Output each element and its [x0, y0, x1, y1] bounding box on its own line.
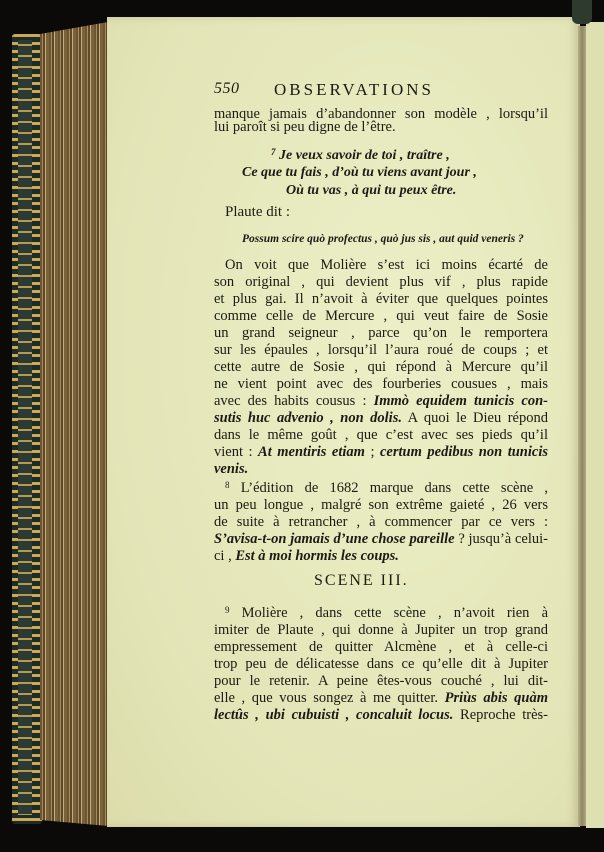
text-line: imiter de Plaute , qui donne à Jupiter un trop grand: [214, 622, 548, 638]
text-line: [214, 548, 548, 565]
text-run: L’édition de 1682 marque dans cette scène ,: [229, 480, 548, 496]
text-run: ;: [364, 444, 380, 460]
scene-heading: SCENE III.: [314, 572, 409, 589]
text-line: son original , qui devient plus vif , plus rapide: [214, 274, 548, 290]
text-line: [214, 461, 548, 478]
text-line: dans le même goût , que c’est avec ses pieds qu’il: [214, 427, 548, 443]
text-line: manque jamais d’abandonner son modèle , lorsqu’il: [214, 106, 548, 122]
page-edges: [40, 22, 108, 826]
book-spine-pattern: [18, 40, 32, 815]
text-line: [214, 690, 548, 707]
text-run: avec des habits cousus :: [214, 393, 374, 409]
gutter: [578, 26, 586, 826]
next-page-edge: [586, 22, 604, 828]
text-line: [214, 410, 548, 427]
latin-run: certum pedibus non tunicis: [379, 444, 548, 460]
text-line: trop peu de délicatesse dans ce qu’elle dit à Jupiter: [214, 656, 548, 672]
text-line: et plus gai. Il n’avoit à éviter que quelques pointes: [214, 291, 548, 307]
text-line: ne vient point avec des fourberies cousues , mais: [214, 376, 548, 392]
text-line: comme celle de Mercure , qui veut faire de Sosie: [214, 308, 548, 324]
text-line: cette autre de Sosie , qui répond à Mercure qu’il: [214, 359, 548, 375]
text-line: lui paroît si peu digne de l’être.: [214, 119, 396, 135]
latin-run: sutis huc advenio , non dolis.: [214, 410, 402, 426]
bookmark-ribbon: [572, 0, 592, 24]
text-run: elle , que vous songez à me quitter.: [214, 690, 445, 706]
running-title: OBSERVATIONS: [274, 80, 434, 99]
text-line: [214, 707, 548, 724]
text-run: Reproche très-: [453, 707, 548, 723]
text-line: un peu longue , malgré son extrême gaieté , 26 vers: [214, 497, 548, 513]
latin-run: Immò equidem tunicis con-: [373, 393, 548, 409]
text-line: sur les épaules , lorsqu’il l’aura roué de coups ; et: [214, 342, 548, 358]
latin-run: S’avisa-t-on jamais d’une chose pareille: [214, 531, 455, 547]
verse-line: Où tu vas , à qui tu peux être.: [286, 183, 457, 198]
plaute-intro: Plaute dit :: [225, 204, 290, 220]
note-mark: 8: [225, 480, 230, 490]
verse-text: Je veux savoir de toi , traître ,: [279, 148, 450, 163]
text-line: pour le retenir. A peine êtes-vous couché , lui dit-: [214, 673, 548, 689]
text-line: [214, 444, 548, 461]
text-line: On voit que Molière s’est ici moins écarté de: [225, 257, 548, 273]
latin-run: Priùs abis quàm: [444, 690, 548, 706]
text-run: ? jusqu’à celui-: [454, 531, 548, 547]
note-mark: 7: [271, 147, 276, 157]
verse-line: [271, 147, 450, 164]
latin-run: At mentiris etiam: [258, 444, 365, 460]
note-mark: 9: [225, 605, 230, 615]
latin-run: venis.: [214, 461, 249, 477]
text-run: Molière , dans cette scène , n’avoit rien à: [229, 605, 548, 621]
text-line: [225, 480, 548, 497]
text-line: de suite à retrancher , à commencer par ce vers :: [214, 514, 548, 530]
text-line: un grand seigneur , parce qu’on le remportera: [214, 325, 548, 341]
text-line: [214, 393, 548, 410]
text-run: A quoi le Dieu répond: [401, 410, 548, 426]
latin-run: lectûs , ubi cubuisti , concaluit locus.: [214, 707, 454, 723]
verse-line: Ce que tu fais , d’où tu viens avant jour ,: [242, 165, 477, 180]
text-run: vient :: [214, 444, 259, 460]
latin-run: Est à moi hormis les coups.: [235, 548, 399, 564]
latin-quote: Possum scire quò profectus , quò jus sis , aut quid veneris ?: [242, 233, 524, 245]
text-line: [225, 605, 548, 622]
text-line: [214, 531, 548, 548]
text-line: empressement de quitter Alcmène , et à celle-ci: [214, 639, 548, 655]
page-number: 550: [214, 80, 240, 97]
text-run: ci ,: [214, 548, 236, 564]
